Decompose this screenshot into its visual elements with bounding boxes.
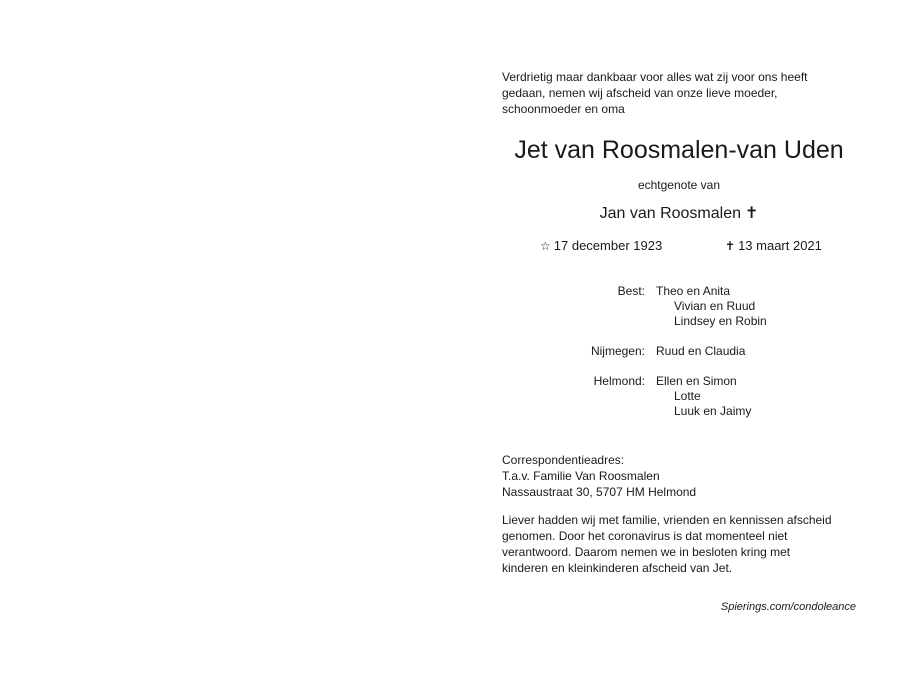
notice-line: Liever hadden wij met familie, vrienden en kennissen afscheid xyxy=(502,513,832,527)
farewell-notice xyxy=(502,512,862,576)
family-group-nijmegen xyxy=(502,344,862,359)
address-line: Correspondentieadres: xyxy=(502,453,625,467)
family-group-best xyxy=(502,284,862,329)
notice-line: genomen. Door het coronavirus is dat momenteel niet xyxy=(502,529,788,543)
address-line: Nassaustraat 30, 5707 HM Helmond xyxy=(502,485,697,499)
intro-text xyxy=(502,69,862,117)
birth-date: 17 december 1923 xyxy=(553,238,663,253)
family-member: Ruud en Claudia xyxy=(656,344,746,358)
family-member: Theo en Anita xyxy=(656,284,731,298)
death-date: 13 maart 2021 xyxy=(738,238,822,253)
intro-line: Verdrietig maar dankbaar voor alles wat zij voor ons heeft xyxy=(502,70,808,84)
death-date-line xyxy=(725,237,822,255)
spouse-name-line xyxy=(502,203,856,225)
star-icon: ☆ xyxy=(540,239,551,253)
family-place: Best: xyxy=(617,284,645,298)
intro-line: gedaan, nemen wij afscheid van onze lieve moeder, xyxy=(502,86,778,100)
family-member: Ellen en Simon xyxy=(656,374,737,388)
deceased-name: Jet van Roosmalen-van Uden xyxy=(514,136,844,164)
family-members xyxy=(656,344,862,359)
cross-icon: ✝ xyxy=(745,205,759,222)
family-member: Lindsey en Robin xyxy=(674,314,767,328)
condolence-link[interactable]: Spierings.com/condoleance xyxy=(720,601,856,613)
notice-line: kinderen en kleinkinderen afscheid van Jet. xyxy=(502,561,733,575)
family-member: Luuk en Jaimy xyxy=(674,404,752,418)
family-members xyxy=(656,374,862,419)
family-list xyxy=(502,284,862,434)
cross-icon: ✝ xyxy=(725,239,736,253)
spouse-name: Jan van Roosmalen xyxy=(599,205,741,222)
correspondence-address xyxy=(502,452,696,500)
family-group-helmond xyxy=(502,374,862,419)
family-member: Lotte xyxy=(674,389,701,403)
address-line: T.a.v. Familie Van Roosmalen xyxy=(502,469,660,483)
family-members xyxy=(656,284,862,329)
family-place: Helmond: xyxy=(593,374,645,388)
family-place: Nijmegen: xyxy=(590,344,645,358)
birth-date-line xyxy=(540,237,662,255)
spouse-label: echtgenote van xyxy=(637,178,721,192)
intro-line: schoonmoeder en oma xyxy=(502,102,625,116)
family-member: Vivian en Ruud xyxy=(674,299,756,313)
notice-line: verantwoord. Daarom nemen we in besloten kring met xyxy=(502,545,791,559)
